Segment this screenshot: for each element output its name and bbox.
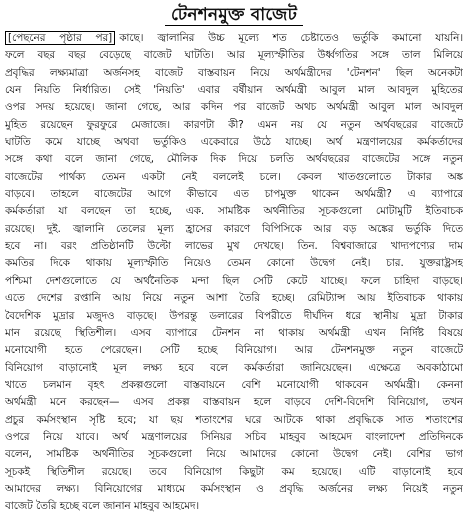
- article-body: [5, 30, 463, 516]
- article-line-text: কর্মকর্তারা যা বলছেন তা হচ্ছে, এক. সামষ্টিক অর্থনীতির সূচকগুলো মোটামুটি ইতিবাচক: [5, 205, 463, 218]
- article-line: [5, 117, 463, 134]
- article-line: [5, 65, 463, 82]
- article-line: [5, 498, 463, 515]
- article-line: [5, 47, 463, 64]
- article-line-text: পশ্চিমা দেশগুলোতে যে অর্থনৈতিক মন্দা ছিল সেটি কেটে যাচ্ছে। ফলে চাহিদা বাড়ছে।: [5, 274, 463, 287]
- article-line: [5, 412, 463, 429]
- article-line-text: সঙ্গে কথা বলে জানা গেছে, মৌলিক দিক দিয়ে চলতি অর্থবছরের বাজেটের সঙ্গে নতুন: [5, 153, 463, 166]
- article-line-text: যেন নিয়তি নির্ধারিত। সেই 'নিয়তি' এবার বর্ষীয়ান অর্থমন্ত্রী আবুল মাল আবদুল মুহিতের: [5, 84, 463, 97]
- article-line-text: অর্থমন্ত্রী মনে করছেন— এসব প্রকল্প বাস্তবায়ন হলে বাড়বে দেশি-বিদেশি বিনিয়োগ, তখন: [5, 396, 463, 409]
- article-line-text: এতে দেশের রপ্তানি আয় নিয়ে নতুন আশা তৈরি হচ্ছে। রেমিট্যান্স আয় ইতিবাচক থাকায়: [5, 292, 463, 305]
- article-line-text: সূচকই স্থিতিশীল রয়েছে। তবে বিনিয়োগ কিছুটা কম হয়েছে। এটি বাড়ানোই হবে: [5, 465, 463, 478]
- article-line: [5, 221, 463, 238]
- article-line: [5, 99, 463, 116]
- article-line: [5, 238, 463, 255]
- article-line: [5, 273, 463, 290]
- article-line: [5, 30, 463, 47]
- article-line: [5, 169, 463, 186]
- article-line: [5, 446, 463, 463]
- article-line-text: প্রচুর কর্মসংস্থান সৃষ্টি হবে; যা ছয় শতাংশের ঘরে আটকে থাকা প্রবৃদ্ধিকে সাত শতাংশের: [5, 413, 463, 426]
- article-line-text: মনোযোগী হতে পেরেছেন। সেটি হচ্ছে বিনিয়োগ। আর টেনশনমুক্ত নতুন বাজেটে: [5, 344, 463, 357]
- article-line: [5, 186, 463, 203]
- article-headline: [5, 4, 463, 28]
- article-line: [5, 308, 463, 325]
- article-line: [5, 290, 463, 307]
- article-line-text: হবে না। বরং প্রতিষ্ঠানটি উল্টো লাভের মুখ দেখছে। তিন. বিশ্ববাজারে খাদ্যপণ্যের দাম: [5, 240, 463, 253]
- article-line: [5, 429, 463, 446]
- article-line-text: ঘাটতি কমে যাচ্ছে অথবা ভর্তুকিও একেবারে উঠে যাচ্ছে। অর্থ মন্ত্রণালয়ের কর্মকর্তাদের: [5, 136, 463, 149]
- article-line-text: প্রবৃদ্ধির লক্ষ্যমাত্রা অর্জনসহ বাজেট বাস্তবায়ন নিয়ে অর্থমন্ত্রীদের 'টেনশন' ছিল অনেকটা: [5, 66, 463, 79]
- article-line-text: আমাদের লক্ষ্য। বিনিয়োগের মাধ্যমে কর্মসংস্থান ও প্রবৃদ্ধি অর্জনের লক্ষ্য নিয়েই নতুন: [5, 482, 463, 495]
- article-line: [5, 203, 463, 220]
- article-line-text: বিনিয়োগ বাড়ানোই মূল লক্ষ্য হবে বলে কর্মকর্তারা জানিয়েছেন। এক্ষেত্রে অবকাঠামো: [5, 361, 463, 374]
- continued-from-tag: [পেছনের পৃষ্ঠার পর]: [5, 31, 115, 45]
- article-line-text: ওপরে নিয়ে যাবে। অর্থ মন্ত্রণালয়ের সিনিয়র সচিব মাহবুব আহমেদ বাংলাদেশ প্রতিদিনকে: [5, 430, 463, 443]
- article-line: [5, 134, 463, 151]
- article-line: [5, 255, 463, 272]
- article-line-text: বাড়বে। তাহলে বাজেটের আগে কীভাবে এত চাপমুক্ত থাকেন অর্থমন্ত্রী? এ ব্যাপারে: [5, 188, 463, 201]
- article-line-text: বাজেটের পার্থক্য তেমন একটা নেই বললেই চলে। কেবল খাতগুলোতে টাকার অঙ্ক: [5, 170, 463, 183]
- article-line-text: মান রয়েছে স্থিতিশীল। এসব ব্যাপারে টেনশন না থাকায় অর্থমন্ত্রী এখন নির্দিষ্ট বিষয়ে: [5, 326, 463, 339]
- article-line-text: বলেন, সামষ্টিক অর্থনীতির সূচকগুলো নিয়ে আমাদের কোনো উদ্বেগ নেই। বেশির ভাগ: [5, 448, 463, 461]
- article-line-text: ওপর সদয় হয়েছে। জানা গেছে, আর কদিন পর বাজেট অথচ অর্থমন্ত্রী আবুল মাল আবদুল: [5, 101, 463, 114]
- article-line: [5, 325, 463, 342]
- article-line: [5, 394, 463, 411]
- article-line-text: রয়েছে। দুই. জ্বালানি তেলের মূল্য হ্রাসের কারণে বিপিসিকে আর বড় অঙ্কের ভর্তুকি দিতে: [5, 222, 463, 235]
- headline-text: টেনশনমুক্ত বাজেট: [165, 5, 303, 26]
- article-line-text: কাছে। জ্বালানির উচ্চ মূল্যে শত চেষ্টাতেও ভর্তুকি কমানো যায়নি।: [119, 32, 463, 44]
- article-line: [5, 151, 463, 168]
- article-line: [5, 342, 463, 359]
- article-line-text: কমতির দিকে থাকায় মূল্যস্ফীতি নিয়েও তেমন কোনো উদ্বেগ নেই। চার. যুক্তরাষ্ট্রসহ: [5, 257, 463, 270]
- article-line: [5, 481, 463, 498]
- article-line: [5, 377, 463, 394]
- article-line: [5, 464, 463, 481]
- article-line-text: ফলে বছর বছর বেড়েছে বাজেট ঘাটতি। আর মূল্যস্ফীতির উর্ধ্বগতির সঙ্গে তাল মিলিয়ে: [5, 49, 463, 62]
- article-line-text: মুহিত রয়েছেন ফুরফুরে মেজাজে। কারণটা কী? এমন নয় যে নতুন অর্থবছরের বাজেটে: [5, 118, 463, 131]
- article-line-text: বাজেট তৈরি হচ্ছে বলে জানান মাহবুব আহমেদ।: [5, 500, 200, 513]
- article-line: [5, 360, 463, 377]
- article-line-text: বৈদেশিক মুদ্রার মজুদও বাড়ছে। উপরন্তু ডলারের বিপরীতে দীর্ঘদিন ধরে স্থানীয় মুদ্রা টাকার: [5, 309, 463, 322]
- article-line-text: খাতে চলমান বৃহৎ প্রকল্পগুলো বাস্তবায়নে বেশি মনোযোগী থাকবেন অর্থমন্ত্রী। কেননা: [5, 378, 463, 391]
- article-line: [5, 82, 463, 99]
